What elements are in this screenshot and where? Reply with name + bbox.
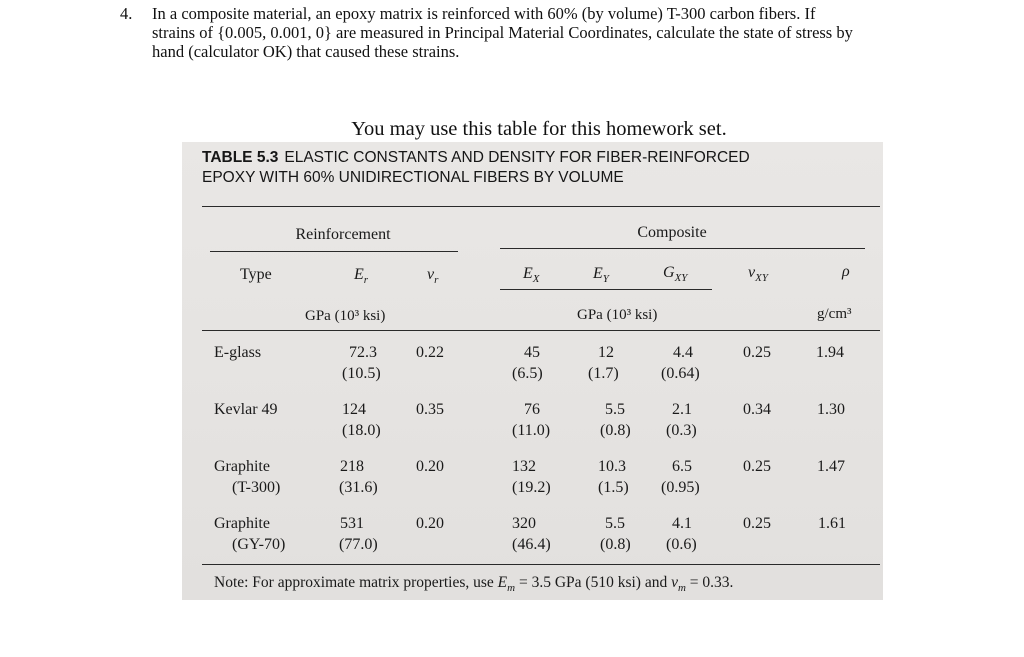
units-composite: GPa (10³ ksi) <box>577 307 658 323</box>
row-gxy-ksi: (0.64) <box>661 365 700 382</box>
bottom-rule <box>202 564 880 565</box>
header-bottom-rule <box>202 330 880 331</box>
header-vxy: $\nu_{XY}$ <box>748 264 768 285</box>
header-vr: $\nu_r$ <box>427 266 439 287</box>
row-ey: 10.3 <box>598 458 626 475</box>
row-ex-ksi: (6.5) <box>512 365 543 382</box>
header-ey: $E_Y$ <box>593 265 609 286</box>
problem-line-1: In a composite material, an epoxy matrix is reinforced with 60% (by volume) T-300 carbon fibers. If <box>152 4 816 23</box>
header-rho: ρ <box>842 263 850 280</box>
group-composite: Composite <box>637 224 707 241</box>
table-note: Note: For approximate matrix properties, use $E_m = 3.5$ GPa (510 ksi) and $\nu_m = 0.33$. <box>214 574 734 595</box>
row-ey-ksi: (1.7) <box>588 365 619 382</box>
row-ey: 12 <box>598 344 614 361</box>
row-type: Kevlar 49 <box>214 401 278 418</box>
row-vxy: 0.25 <box>743 458 771 475</box>
row-type: Graphite <box>214 515 270 532</box>
table-caption <box>202 148 872 188</box>
row-er-ksi: (31.6) <box>339 479 378 496</box>
row-er-ksi: (18.0) <box>342 422 381 439</box>
row-ey: 5.5 <box>605 515 625 532</box>
row-vxy: 0.34 <box>743 401 771 418</box>
row-gxy: 4.1 <box>672 515 692 532</box>
row-ex: 132 <box>512 458 536 475</box>
row-gxy: 2.1 <box>672 401 692 418</box>
problem-number: 4. <box>120 4 133 23</box>
problem-line-3: hand (calculator OK) that caused these strains. <box>152 42 460 61</box>
row-gxy: 4.4 <box>673 344 693 361</box>
row-gxy-ksi: (0.6) <box>666 536 697 553</box>
reinforcement-rule <box>210 251 458 252</box>
row-er-ksi: (77.0) <box>339 536 378 553</box>
row-gxy-ksi: (0.95) <box>661 479 700 496</box>
units-reinforcement: GPa (10³ ksi) <box>305 308 386 324</box>
row-er: 124 <box>342 401 366 418</box>
row-type-grade: (GY-70) <box>232 536 286 553</box>
composite-rule <box>500 248 865 249</box>
problem-statement <box>120 4 1000 61</box>
top-rule <box>202 206 880 207</box>
row-er: 218 <box>340 458 364 475</box>
header-gxy: $G_{XY}$ <box>663 264 688 285</box>
row-vr: 0.20 <box>416 458 444 475</box>
header-type: Type <box>240 266 272 283</box>
caption-line-1: ELASTIC CONSTANTS AND DENSITY FOR FIBER-REINFORCED <box>284 149 750 166</box>
row-gxy-ksi: (0.3) <box>666 422 697 439</box>
row-vr: 0.20 <box>416 515 444 532</box>
row-ey-ksi: (1.5) <box>598 479 629 496</box>
row-er: 72.3 <box>349 344 377 361</box>
problem-line-2: strains of {0.005, 0.001, 0} are measured in Principal Material Coordinates, calculate the state of stress by <box>152 23 853 42</box>
caption-line-2: EPOXY WITH 60% UNIDIRECTIONAL FIBERS BY VOLUME <box>202 169 624 186</box>
row-type: Graphite <box>214 458 270 475</box>
row-er: 531 <box>340 515 364 532</box>
row-type: E-glass <box>214 344 262 361</box>
table-intro: You may use this table for this homework set. <box>351 118 727 140</box>
row-ex-ksi: (11.0) <box>512 422 551 439</box>
row-ex-ksi: (46.4) <box>512 536 551 553</box>
row-rho: 1.30 <box>817 401 845 418</box>
row-vr: 0.35 <box>416 401 444 418</box>
row-rho: 1.94 <box>816 344 844 361</box>
row-ex: 76 <box>524 401 540 418</box>
row-gxy: 6.5 <box>672 458 692 475</box>
row-ey: 5.5 <box>605 401 625 418</box>
header-er: $E_r$ <box>354 266 369 287</box>
row-vxy: 0.25 <box>743 344 771 361</box>
header-ex: $E_X$ <box>523 265 540 286</box>
row-ex: 45 <box>524 344 540 361</box>
row-ex: 320 <box>512 515 536 532</box>
units-density: g/cm³ <box>817 306 852 322</box>
row-vxy: 0.25 <box>743 515 771 532</box>
row-ey-ksi: (0.8) <box>600 536 631 553</box>
row-type-grade: (T-300) <box>232 479 281 496</box>
row-rho: 1.61 <box>818 515 846 532</box>
composite-mid-rule <box>500 289 712 290</box>
row-rho: 1.47 <box>817 458 845 475</box>
table-photo <box>182 142 883 600</box>
row-ex-ksi: (19.2) <box>512 479 551 496</box>
row-er-ksi: (10.5) <box>342 365 381 382</box>
row-vr: 0.22 <box>416 344 444 361</box>
group-reinforcement: Reinforcement <box>295 226 391 243</box>
table-label: TABLE 5.3 <box>202 149 279 166</box>
row-ey-ksi: (0.8) <box>600 422 631 439</box>
